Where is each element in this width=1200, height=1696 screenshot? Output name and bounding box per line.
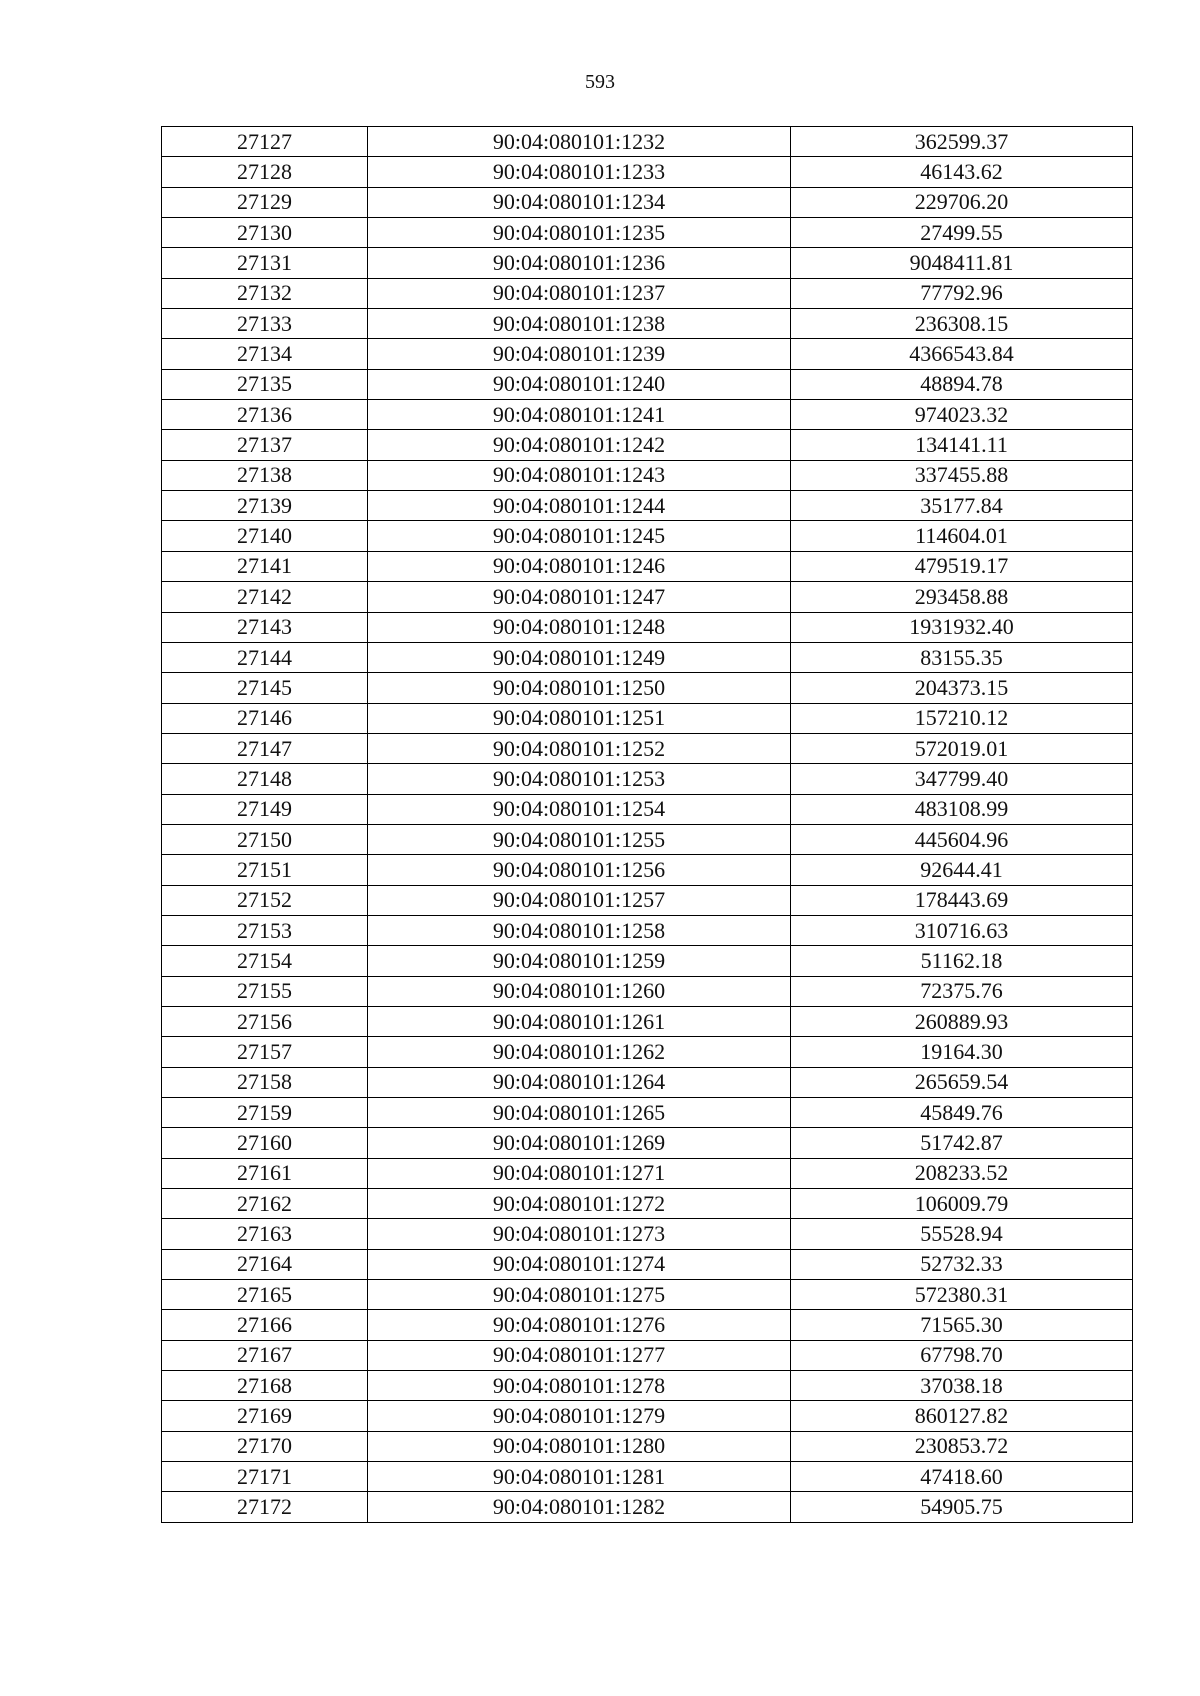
cadastral-number-cell: 90:04:080101:1254	[368, 794, 791, 824]
table-row	[162, 733, 1133, 763]
table-row	[162, 127, 1133, 157]
table-row	[162, 460, 1133, 490]
cadastral-number-cell: 90:04:080101:1272	[368, 1189, 791, 1219]
table-row	[162, 915, 1133, 945]
cadastral-number-cell: 90:04:080101:1277	[368, 1340, 791, 1370]
table-row	[162, 612, 1133, 642]
value-cell: 19164.30	[791, 1037, 1133, 1067]
cadastral-number-cell: 90:04:080101:1258	[368, 915, 791, 945]
row-number-cell: 27155	[162, 976, 368, 1006]
table-row	[162, 642, 1133, 672]
value-cell: 293458.88	[791, 582, 1133, 612]
cadastral-number-cell: 90:04:080101:1240	[368, 369, 791, 399]
value-cell: 204373.15	[791, 673, 1133, 703]
table-row	[162, 885, 1133, 915]
value-cell: 337455.88	[791, 460, 1133, 490]
cadastral-number-cell: 90:04:080101:1255	[368, 824, 791, 854]
row-number-cell: 27163	[162, 1219, 368, 1249]
cadastral-number-cell: 90:04:080101:1259	[368, 946, 791, 976]
table-body	[162, 127, 1133, 1523]
row-number-cell: 27161	[162, 1158, 368, 1188]
value-cell: 134141.11	[791, 430, 1133, 460]
table-row	[162, 1249, 1133, 1279]
table-row	[162, 1006, 1133, 1036]
row-number-cell: 27158	[162, 1067, 368, 1097]
table-row	[162, 1280, 1133, 1310]
row-number-cell: 27135	[162, 369, 368, 399]
value-cell: 362599.37	[791, 127, 1133, 157]
table-row	[162, 218, 1133, 248]
value-cell: 37038.18	[791, 1371, 1133, 1401]
cadastral-number-cell: 90:04:080101:1241	[368, 400, 791, 430]
cadastral-number-cell: 90:04:080101:1250	[368, 673, 791, 703]
table-row	[162, 248, 1133, 278]
row-number-cell: 27170	[162, 1431, 368, 1461]
table-row	[162, 551, 1133, 581]
table-row	[162, 339, 1133, 369]
value-cell: 51162.18	[791, 946, 1133, 976]
row-number-cell: 27145	[162, 673, 368, 703]
value-cell: 55528.94	[791, 1219, 1133, 1249]
cadastral-number-cell: 90:04:080101:1257	[368, 885, 791, 915]
cadastral-number-cell: 90:04:080101:1276	[368, 1310, 791, 1340]
cadastral-number-cell: 90:04:080101:1233	[368, 157, 791, 187]
table-row	[162, 1401, 1133, 1431]
value-cell: 83155.35	[791, 642, 1133, 672]
value-cell: 974023.32	[791, 400, 1133, 430]
table-row	[162, 1128, 1133, 1158]
value-cell: 178443.69	[791, 885, 1133, 915]
row-number-cell: 27172	[162, 1492, 368, 1522]
row-number-cell: 27137	[162, 430, 368, 460]
table-row	[162, 1189, 1133, 1219]
value-cell: 265659.54	[791, 1067, 1133, 1097]
row-number-cell: 27131	[162, 248, 368, 278]
row-number-cell: 27159	[162, 1098, 368, 1128]
cadastral-number-cell: 90:04:080101:1238	[368, 309, 791, 339]
table-row	[162, 855, 1133, 885]
value-cell: 71565.30	[791, 1310, 1133, 1340]
cadastral-number-cell: 90:04:080101:1271	[368, 1158, 791, 1188]
cadastral-number-cell: 90:04:080101:1248	[368, 612, 791, 642]
table-row	[162, 582, 1133, 612]
table-row	[162, 794, 1133, 824]
table-row	[162, 430, 1133, 460]
value-cell: 106009.79	[791, 1189, 1133, 1219]
cadastral-number-cell: 90:04:080101:1232	[368, 127, 791, 157]
row-number-cell: 27166	[162, 1310, 368, 1340]
value-cell: 47418.60	[791, 1462, 1133, 1492]
cadastral-number-cell: 90:04:080101:1275	[368, 1280, 791, 1310]
row-number-cell: 27140	[162, 521, 368, 551]
row-number-cell: 27169	[162, 1401, 368, 1431]
table-row	[162, 946, 1133, 976]
value-cell: 208233.52	[791, 1158, 1133, 1188]
table-row	[162, 309, 1133, 339]
row-number-cell: 27153	[162, 915, 368, 945]
cadastral-number-cell: 90:04:080101:1245	[368, 521, 791, 551]
cadastral-number-cell: 90:04:080101:1281	[368, 1462, 791, 1492]
row-number-cell: 27128	[162, 157, 368, 187]
cadastral-number-cell: 90:04:080101:1235	[368, 218, 791, 248]
cadastral-number-cell: 90:04:080101:1251	[368, 703, 791, 733]
row-number-cell: 27152	[162, 885, 368, 915]
row-number-cell: 27132	[162, 278, 368, 308]
cadastral-number-cell: 90:04:080101:1273	[368, 1219, 791, 1249]
value-cell: 48894.78	[791, 369, 1133, 399]
table-row	[162, 1310, 1133, 1340]
table-row	[162, 1098, 1133, 1128]
row-number-cell: 27138	[162, 460, 368, 490]
value-cell: 45849.76	[791, 1098, 1133, 1128]
table-row	[162, 521, 1133, 551]
table-row	[162, 491, 1133, 521]
value-cell: 860127.82	[791, 1401, 1133, 1431]
row-number-cell: 27167	[162, 1340, 368, 1370]
cadastral-number-cell: 90:04:080101:1282	[368, 1492, 791, 1522]
value-cell: 230853.72	[791, 1431, 1133, 1461]
row-number-cell: 27133	[162, 309, 368, 339]
value-cell: 572019.01	[791, 733, 1133, 763]
row-number-cell: 27143	[162, 612, 368, 642]
cadastral-number-cell: 90:04:080101:1280	[368, 1431, 791, 1461]
row-number-cell: 27142	[162, 582, 368, 612]
table-row	[162, 703, 1133, 733]
value-cell: 52732.33	[791, 1249, 1133, 1279]
cadastral-number-cell: 90:04:080101:1242	[368, 430, 791, 460]
row-number-cell: 27154	[162, 946, 368, 976]
row-number-cell: 27129	[162, 187, 368, 217]
cadastral-number-cell: 90:04:080101:1264	[368, 1067, 791, 1097]
table-row	[162, 1067, 1133, 1097]
table-row	[162, 187, 1133, 217]
value-cell: 479519.17	[791, 551, 1133, 581]
cadastral-number-cell: 90:04:080101:1249	[368, 642, 791, 672]
value-cell: 72375.76	[791, 976, 1133, 1006]
table-row	[162, 1431, 1133, 1461]
table-row	[162, 976, 1133, 1006]
table-row	[162, 673, 1133, 703]
value-cell: 114604.01	[791, 521, 1133, 551]
cadastral-number-cell: 90:04:080101:1239	[368, 339, 791, 369]
row-number-cell: 27171	[162, 1462, 368, 1492]
row-number-cell: 27146	[162, 703, 368, 733]
row-number-cell: 27157	[162, 1037, 368, 1067]
row-number-cell: 27144	[162, 642, 368, 672]
table-row	[162, 1371, 1133, 1401]
cadastral-number-cell: 90:04:080101:1236	[368, 248, 791, 278]
cadastral-number-cell: 90:04:080101:1262	[368, 1037, 791, 1067]
value-cell: 27499.55	[791, 218, 1133, 248]
table-row	[162, 1340, 1133, 1370]
value-cell: 1931932.40	[791, 612, 1133, 642]
value-cell: 236308.15	[791, 309, 1133, 339]
cadastral-number-cell: 90:04:080101:1269	[368, 1128, 791, 1158]
value-cell: 92644.41	[791, 855, 1133, 885]
value-cell: 54905.75	[791, 1492, 1133, 1522]
value-cell: 4366543.84	[791, 339, 1133, 369]
cadastral-number-cell: 90:04:080101:1260	[368, 976, 791, 1006]
value-cell: 483108.99	[791, 794, 1133, 824]
table-row	[162, 824, 1133, 854]
cadastral-number-cell: 90:04:080101:1265	[368, 1098, 791, 1128]
cadastral-number-cell: 90:04:080101:1243	[368, 460, 791, 490]
row-number-cell: 27162	[162, 1189, 368, 1219]
value-cell: 46143.62	[791, 157, 1133, 187]
row-number-cell: 27156	[162, 1006, 368, 1036]
value-cell: 67798.70	[791, 1340, 1133, 1370]
row-number-cell: 27165	[162, 1280, 368, 1310]
value-cell: 572380.31	[791, 1280, 1133, 1310]
row-number-cell: 27148	[162, 764, 368, 794]
cadastral-number-cell: 90:04:080101:1246	[368, 551, 791, 581]
cadastral-number-cell: 90:04:080101:1256	[368, 855, 791, 885]
page-number: 593	[585, 71, 615, 93]
cadastral-number-cell: 90:04:080101:1261	[368, 1006, 791, 1036]
cadastral-number-cell: 90:04:080101:1244	[368, 491, 791, 521]
row-number-cell: 27139	[162, 491, 368, 521]
value-cell: 157210.12	[791, 703, 1133, 733]
row-number-cell: 27168	[162, 1371, 368, 1401]
row-number-cell: 27136	[162, 400, 368, 430]
row-number-cell: 27141	[162, 551, 368, 581]
table-row	[162, 400, 1133, 430]
value-cell: 77792.96	[791, 278, 1133, 308]
row-number-cell: 27127	[162, 127, 368, 157]
row-number-cell: 27134	[162, 339, 368, 369]
cadastral-number-cell: 90:04:080101:1274	[368, 1249, 791, 1279]
table-row	[162, 764, 1133, 794]
row-number-cell: 27130	[162, 218, 368, 248]
cadastral-number-cell: 90:04:080101:1253	[368, 764, 791, 794]
cadastral-number-cell: 90:04:080101:1247	[368, 582, 791, 612]
cadastral-number-cell: 90:04:080101:1237	[368, 278, 791, 308]
table-row	[162, 1219, 1133, 1249]
value-cell: 445604.96	[791, 824, 1133, 854]
row-number-cell: 27160	[162, 1128, 368, 1158]
table-row	[162, 157, 1133, 187]
cadastral-number-cell: 90:04:080101:1279	[368, 1401, 791, 1431]
cadastral-number-cell: 90:04:080101:1234	[368, 187, 791, 217]
row-number-cell: 27150	[162, 824, 368, 854]
row-number-cell: 27149	[162, 794, 368, 824]
value-cell: 310716.63	[791, 915, 1133, 945]
table-row	[162, 1462, 1133, 1492]
row-number-cell: 27151	[162, 855, 368, 885]
value-cell: 51742.87	[791, 1128, 1133, 1158]
cadastral-number-cell: 90:04:080101:1278	[368, 1371, 791, 1401]
table-row	[162, 1037, 1133, 1067]
value-cell: 229706.20	[791, 187, 1133, 217]
value-cell: 347799.40	[791, 764, 1133, 794]
row-number-cell: 27147	[162, 733, 368, 763]
value-cell: 9048411.81	[791, 248, 1133, 278]
value-cell: 260889.93	[791, 1006, 1133, 1036]
table-row	[162, 1492, 1133, 1522]
table-row	[162, 1158, 1133, 1188]
value-cell: 35177.84	[791, 491, 1133, 521]
cadastral-number-cell: 90:04:080101:1252	[368, 733, 791, 763]
row-number-cell: 27164	[162, 1249, 368, 1279]
table-row	[162, 369, 1133, 399]
table-row	[162, 278, 1133, 308]
data-table	[161, 126, 1133, 1523]
